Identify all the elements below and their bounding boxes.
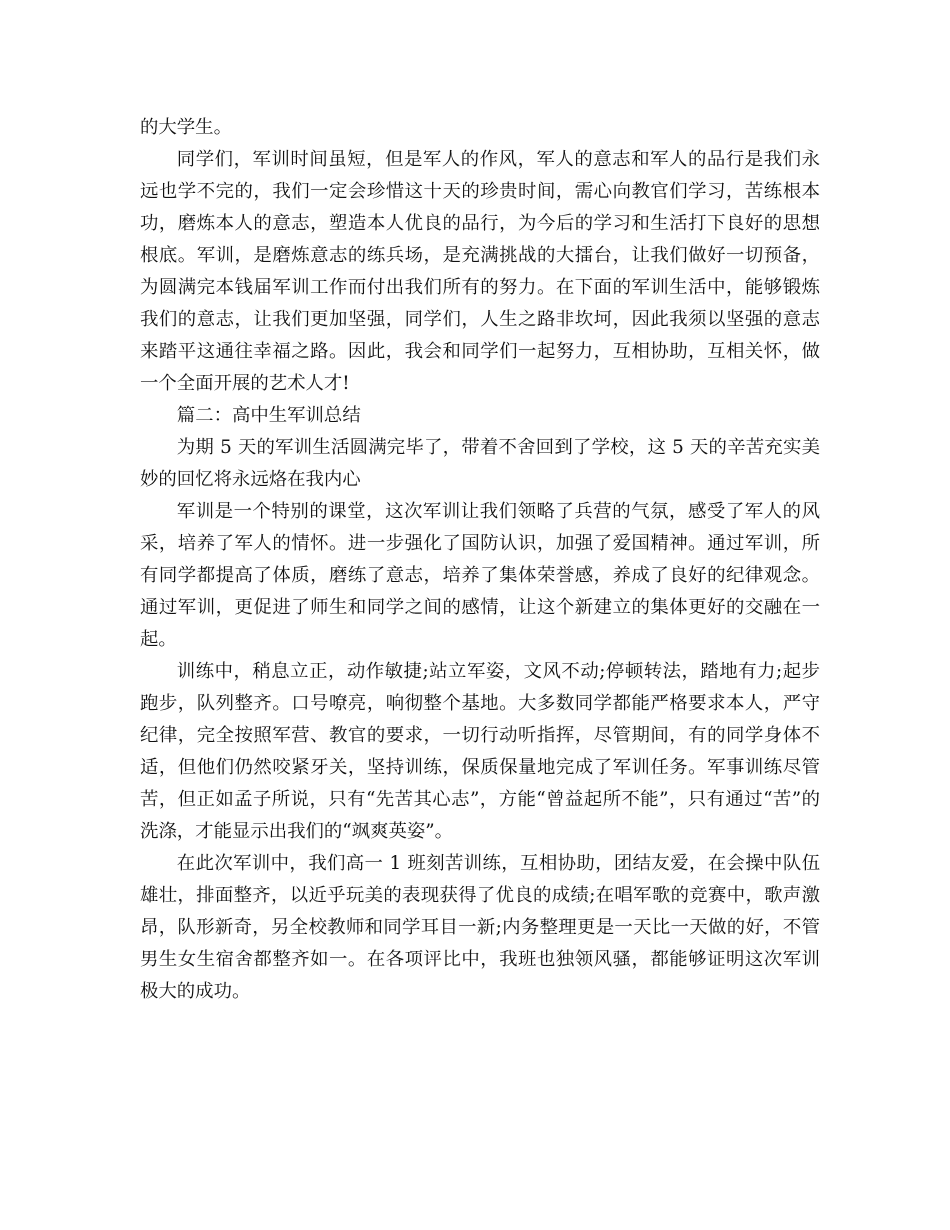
document-body: [140, 112, 820, 1008]
paragraph-special-classroom: 军训是一个特别的课堂，这次军训让我们领略了兵营的气氛，感受了军人的风采，培养了军人的情怀。进一步强化了国防认识，加强了爱国精神。通过军训，所有同学都提高了体质，磨练了意志，培养了集体荣誉感，养成了良好的纪律观念。通过军训，更促进了师生和同学之间的感情，让这个新建立的集体更好的交融在一起。: [140, 501, 820, 650]
paragraph-class-achievements: 在此次军训中，我们高一 1 班刻苦训练，互相协助，团结友爱，在会操中队伍雄壮，排面整齐，以近乎玩美的表现获得了优良的成绩;在唱军歌的竞赛中，歌声激昂，队形新奇，另全校教师和同学耳目一新;内务整理更是一天比一天做的好，不管男生女生宿舍都整齐如一。在各项评比中，我班也独领风骚，都能够证明这次军训极大的成功。: [140, 853, 820, 1002]
section-heading: 篇二：高中生军训总结: [176, 405, 361, 426]
paragraph-intro: 为期 5 天的军训生活圆满完毕了，带着不舍回到了学校，这 5 天的辛苦充实美妙的回忆将永远烙在我内心: [140, 437, 820, 490]
paragraph-training-details: 训练中，稍息立正，动作敏捷;站立军姿，文风不动;停顿转法，踏地有力;起步跑步，队列整齐。口号嘹亮，响彻整个基地。大多数同学都能严格要求本人，严守纪律，完全按照军营、教官的要求，一切行动听指挥，尽管期间，有的同学身体不适，但他们仍然咬紧牙关，坚持训练，保质保量地完成了军训任务。军事训练尽管苦，但正如孟子所说，只有“先苦其心志”，方能“曾益起所不能”，只有通过“苦”的洗涤，才能显示出我们的“飒爽英姿”。: [140, 661, 820, 842]
paragraph-continuation: 的大学生。: [140, 117, 232, 138]
paragraph-military-training-reflection: 同学们，军训时间虽短，但是军人的作风，军人的意志和军人的品行是我们永远也学不完的，我们一定会珍惜这十天的珍贵时间，需心向教官们学习，苦练根本功，磨炼本人的意志，塑造本人优良的品行，为今后的学习和生活打下良好的思想根底。军训，是磨炼意志的练兵场，是充满挑战的大擂台，让我们做好一切预备，为圆满完本钱届军训工作而付出我们所有的努力。在下面的军训生活中，能够锻炼我们的意志，让我们更加坚强，同学们，人生之路非坎坷，因此我须以坚强的意志来踏平这通往幸福之路。因此，我会和同学们一起努力，互相协助，互相关怀，做一个全面开展的艺术人才!: [140, 149, 820, 394]
